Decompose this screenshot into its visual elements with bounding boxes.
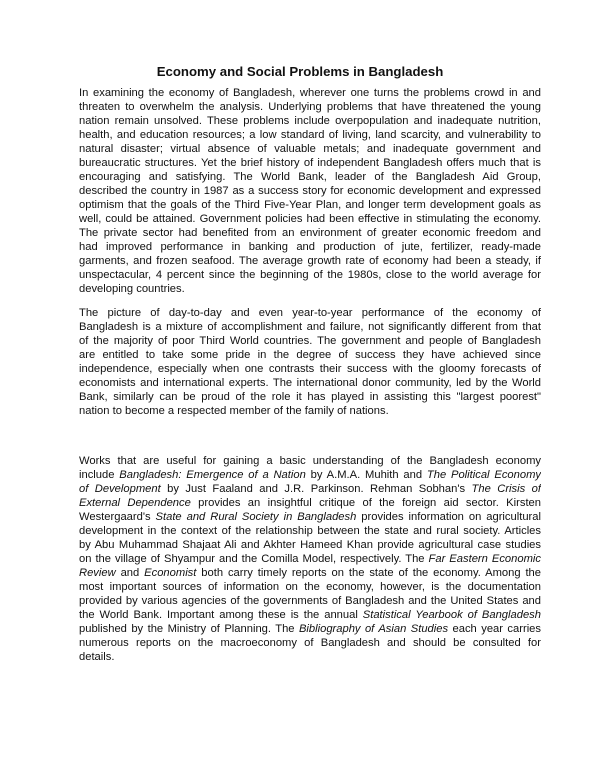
text-line bbox=[79, 580, 541, 594]
text-line bbox=[79, 524, 541, 538]
italic-title-text: of Development bbox=[79, 483, 161, 495]
text-segment: optimism that the goals of the Third Five-Year Plan, and longer term development goals as bbox=[79, 199, 541, 211]
italic-title-text: External Dependence bbox=[79, 497, 191, 509]
text-segment: threaten to overwhelm the analysis. Underlying problems that have threatened the young bbox=[79, 101, 541, 113]
text-segment: provides information on agricultural bbox=[356, 511, 541, 523]
italic-title-text: Review bbox=[79, 567, 116, 579]
text-line bbox=[79, 566, 541, 580]
text-segment: nation to become a respected member of the family of nations. bbox=[79, 405, 389, 417]
text-segment: natural disaster; virtual absence of valuable metals; and inadequate government and bbox=[79, 143, 541, 155]
text-segment: Westergaard's bbox=[79, 511, 156, 523]
text-segment: The private sector had benefited from an environment of greater economic freedom and bbox=[79, 227, 541, 239]
text-line bbox=[79, 552, 541, 566]
text-segment: well, could be attained. Government policies had been effective in stimulating the economy. bbox=[79, 213, 541, 225]
text-segment: bureaucratic structures. Yet the brief history of independent Bangladesh offers much that is bbox=[79, 157, 541, 169]
text-segment: and bbox=[115, 567, 145, 579]
text-segment: on the village of Shyampur and the Comilla Model, respectively. The bbox=[79, 553, 429, 565]
italic-title-text: Statistical Yearbook of Bangladesh bbox=[362, 609, 541, 621]
text-segment: the World Bank. Important among these is the annual bbox=[79, 609, 363, 621]
text-line bbox=[79, 334, 541, 348]
text-segment: In examining the economy of Bangladesh, wherever one turns the problems crowd in and bbox=[79, 87, 541, 99]
text-line bbox=[79, 128, 541, 142]
text-line bbox=[79, 362, 541, 376]
text-segment: Bank, similarly can be proud of the role it has played in assisting this "largest poorest" bbox=[79, 391, 541, 403]
text-segment: published by the Ministry of Planning. The bbox=[79, 623, 299, 635]
text-segment: The picture of day-to-day and even year-to-year performance of the economy of bbox=[79, 307, 541, 319]
italic-title-text: State and Rural Society in Bangladesh bbox=[155, 511, 357, 523]
paragraph-1 bbox=[79, 86, 541, 296]
text-line bbox=[79, 100, 541, 114]
text-segment: by A.M.A. Muhith and bbox=[305, 469, 427, 481]
italic-title-text: Bangladesh: Emergence of a Nation bbox=[119, 469, 306, 481]
text-segment: provides an insightful critique of the foreign aid sector. Kirsten bbox=[190, 497, 541, 509]
text-line bbox=[79, 268, 541, 282]
text-segment: Works that are useful for gaining a basic understanding of the Bangladesh economy bbox=[79, 455, 541, 467]
text-line bbox=[79, 376, 541, 390]
text-segment: each year carries bbox=[448, 623, 541, 635]
text-line bbox=[79, 254, 541, 268]
text-segment: are entitled to take some pride in the degree of success they have achieved since bbox=[79, 349, 541, 361]
italic-title-text: Economist bbox=[144, 567, 197, 579]
text-segment: most important sources of information on the economy, however, is the documentation bbox=[79, 581, 541, 593]
text-line bbox=[79, 454, 541, 468]
text-line bbox=[79, 156, 541, 170]
text-line bbox=[79, 184, 541, 198]
text-segment: health, and education resources; a low standard of living, land scarcity, and vulnerability to bbox=[79, 129, 541, 141]
text-segment: independence, especially when one contrasts their success with the gloomy forecasts of bbox=[79, 363, 541, 375]
text-line bbox=[79, 212, 541, 226]
text-segment: by Abu Muhammad Shajaat Ali and Akhter Hameed Khan provide agricultural case studies bbox=[79, 539, 541, 551]
text-line bbox=[79, 348, 541, 362]
text-line bbox=[79, 510, 541, 524]
text-line bbox=[79, 482, 541, 496]
italic-title-text: Far Eastern Economic bbox=[428, 553, 541, 565]
text-line bbox=[79, 226, 541, 240]
text-line bbox=[79, 468, 541, 482]
text-line bbox=[79, 86, 541, 100]
text-line bbox=[79, 240, 541, 254]
text-segment: described the country in 1987 as a success story for economic development and expressed bbox=[79, 185, 541, 197]
text-segment: of the majority of poor Third World countries. The government and people of Bangladesh bbox=[79, 335, 541, 347]
italic-title-text: The Crisis of bbox=[471, 483, 541, 495]
text-segment: include bbox=[79, 469, 120, 481]
text-segment: development in the context of the relationship between the state and rural society. Articles bbox=[79, 525, 541, 537]
text-line bbox=[79, 650, 541, 664]
text-line bbox=[79, 636, 541, 650]
text-line bbox=[79, 496, 541, 510]
text-segment: had improved performance in banking and production of jute, fertilizer, ready-made bbox=[79, 241, 541, 253]
text-segment: encouraging and satisfying. The World Bank, leader of the Bangladesh Aid Group, bbox=[79, 171, 541, 183]
text-line bbox=[79, 282, 541, 296]
text-segment: provided by various agencies of the governments of Bangladesh and the United States and bbox=[79, 595, 541, 607]
text-line bbox=[79, 320, 541, 334]
text-segment: nation remain unsolved. These problems include overpopulation and inadequate nutrition, bbox=[79, 115, 541, 127]
text-line bbox=[79, 170, 541, 184]
text-line bbox=[79, 594, 541, 608]
text-line bbox=[79, 142, 541, 156]
text-segment: unspectacular, 4 percent since the beginning of the 1980s, close to the world average for bbox=[79, 269, 541, 281]
text-segment: developing countries. bbox=[79, 283, 185, 295]
text-line bbox=[79, 306, 541, 320]
text-line bbox=[79, 538, 541, 552]
text-line bbox=[79, 390, 541, 404]
italic-title-text: The Political Economy bbox=[426, 469, 541, 481]
italic-title-text: Bibliography of Asian Studies bbox=[298, 623, 449, 635]
text-segment: numerous reports on the macroeconomy of Bangladesh and should be consulted for bbox=[79, 637, 541, 649]
text-segment: economists and international experts. The international donor community, led by the World bbox=[79, 377, 541, 389]
text-segment: both carry timely reports on the state of the economy. Among the bbox=[196, 567, 541, 579]
text-segment: garments, and frozen seafood. The average growth rate of economy had been a steady, if bbox=[79, 255, 541, 267]
text-segment: details. bbox=[79, 651, 115, 663]
text-line bbox=[79, 404, 541, 418]
text-line bbox=[79, 114, 541, 128]
text-line bbox=[79, 622, 541, 636]
text-line bbox=[79, 608, 541, 622]
text-line bbox=[79, 198, 541, 212]
document-title: Economy and Social Problems in Bangladesh bbox=[156, 64, 444, 79]
paragraph-2 bbox=[79, 306, 541, 418]
text-segment: by Just Faaland and J.R. Parkinson. Rehman Sobhan's bbox=[160, 483, 472, 495]
paragraph-3 bbox=[79, 454, 541, 664]
text-segment: Bangladesh is a mixture of accomplishment and failure, not significantly different from that bbox=[79, 321, 541, 333]
